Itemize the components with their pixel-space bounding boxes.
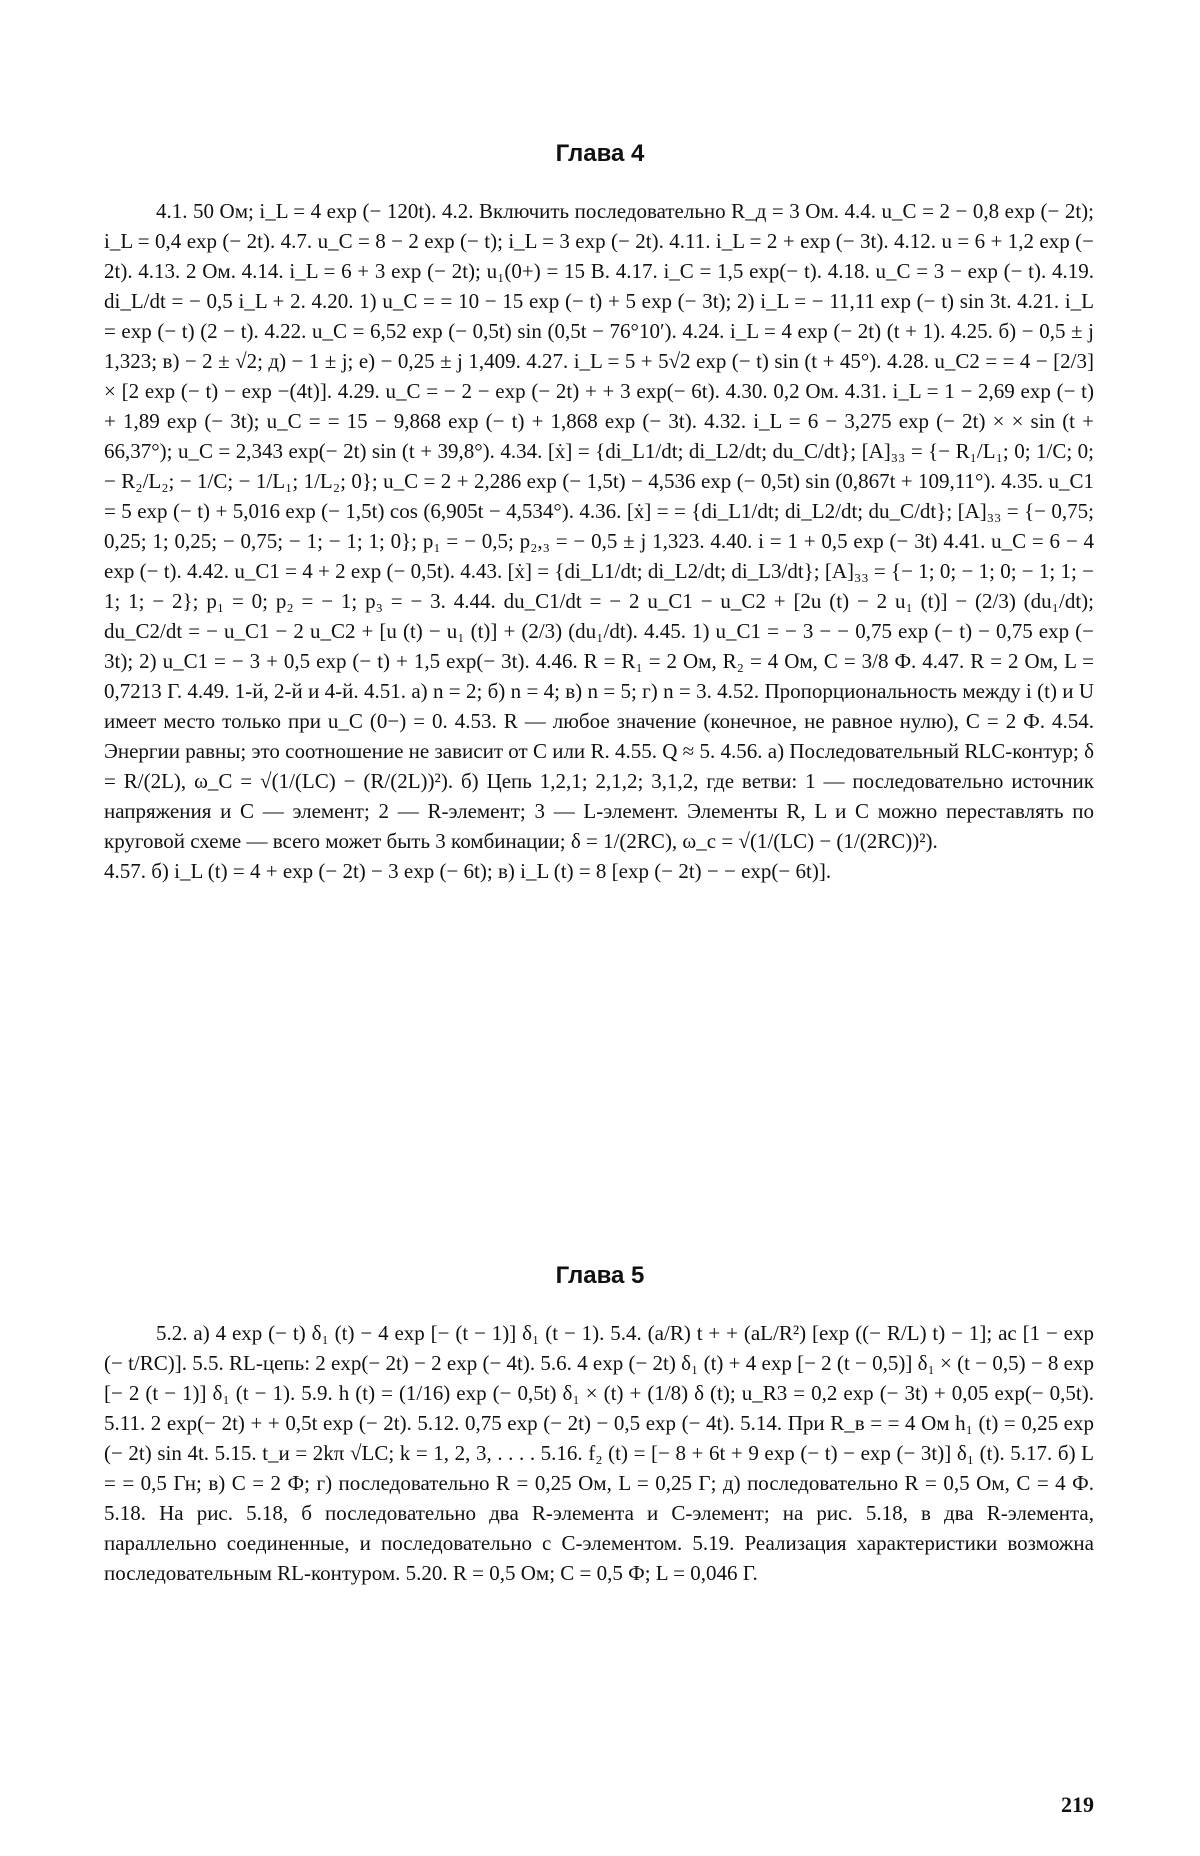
- chapter-4-title: Глава 4: [555, 140, 645, 167]
- chapter-4-answers: [104, 196, 1094, 886]
- chapter-5-title: Глава 5: [555, 1262, 645, 1289]
- chapter-5-paragraph: 5.2. а) 4 exp (− t) δ₁ (t) − 4 exp [− (t − 1)] δ₁ (t − 1). 5.4. (a/R) t + + (aL/R²) [exp ((− R/L) t) − 1]; ac [1 − exp (− t/RC)]. 5.5. RL-цепь: 2 exp(− 2t) − 2 exp (− 4t). 5.6. 4 exp (− 2t) δ₁ (t) + 4 exp [− 2 (t − 0,5)] δ₁ × (t − 0,5) − 8 exp [− 2 (t − 1)] δ₁ (t − 1). 5.9. h (t) = (1/16) exp (− 0,5t) δ₁ × (t) + (1/8) δ (t); u_R3 = 0,2 exp (− 3t) + 0,05 exp(− 0,5t). 5.11. 2 exp(− 2t) + + 0,5t exp (− 2t). 5.12. 0,75 exp (− 2t) − 0,5 exp (− 4t). 5.14. При R_в = = 4 Ом h₁ (t) = 0,25 exp (− 2t) sin 4t. 5.15. t_и = 2kπ √LC; k = 1, 2, 3, . . . . 5.16. f₂ (t) = [− 8 + 6t + 9 exp (− t) − exp (− 3t)] δ₁ (t). 5.17. б) L = = 0,5 Гн; в) C = 2 Ф; г) последовательно R = 0,25 Ом, L = 0,25 Г; д) последовательно R = 0,5 Ом, C = 4 Ф. 5.18. На рис. 5.18, б последовательно два R-элемента и C-элемент; на рис. 5.18, в два R-элемента, параллельно соединенные, и последовательно с C-элементом. 5.19. Реализация характеристики возможна последовательным RL-контуром. 5.20. R = 0,5 Ом; C = 0,5 Ф; L = 0,046 Г.: [104, 1321, 1094, 1585]
- chapter-5-answers: [104, 1318, 1094, 1588]
- chapter-4-paragraph: 4.1. 50 Ом; i_L = 4 exp (− 120t). 4.2. Включить последовательно R_д = 3 Ом. 4.4. u_C = 2 − 0,8 exp (− 2t); i_L = 0,4 exp (− 2t). 4.7. u_C = 8 − 2 exp (− t); i_L = 3 exp (− 2t). 4.11. i_L = 2 + exp (− 3t). 4.12. u = 6 + 1,2 exp (− 2t). 4.13. 2 Ом. 4.14. i_L = 6 + 3 exp (− 2t); u₁(0+) = 15 В. 4.17. i_C = 1,5 exp(− t). 4.18. u_C = 3 − exp (− t). 4.19. di_L/dt = − 0,5 i_L + 2. 4.20. 1) u_C = = 10 − 15 exp (− t) + 5 exp (− 3t); 2) i_L = − 11,11 exp (− t) sin 3t. 4.21. i_L = exp (− t) (2 − t). 4.22. u_C = 6,52 exp (− 0,5t) sin (0,5t − 76°10′). 4.24. i_L = 4 exp (− 2t) (t + 1). 4.25. б) − 0,5 ± j 1,323; в) − 2 ± √2; д) − 1 ± j; е) − 0,25 ± j 1,409. 4.27. i_L = 5 + 5√2 exp (− t) sin (t + 45°). 4.28. u_C2 = = 4 − [2/3] × [2 exp (− t) − exp −(4t)]. 4.29. u_C = − 2 − exp (− 2t) + + 3 exp(− 6t). 4.30. 0,2 Ом. 4.31. i_L = 1 − 2,69 exp (− t) + 1,89 exp (− 3t); u_C = = 15 − 9,868 exp (− t) + 1,868 exp (− 3t). 4.32. i_L = 6 − 3,275 exp (− 2t) × × sin (t + 66,37°); u_C = 2,343 exp(− 2t) sin (t + 39,8°). 4.34. [ẋ] = {di_L1/dt; di_L2/dt; du_C/dt}; [A]₃₃ = {− R₁/L₁; 0; 1/C; 0; − R₂/L₂; − 1/C; − 1/L₁; 1/L₂; 0}; u_C = 2 + 2,286 exp (− 1,5t) − 4,536 exp (− 0,5t) sin (0,867t + 109,11°). 4.35. u_C1 = 5 exp (− t) + 5,016 exp (− 1,5t) cos (6,905t − 4,534°). 4.36. [ẋ] = = {di_L1/dt; di_L2/dt; du_C/dt}; [A]₃₃ = {− 0,75; 0,25; 1; 0,25; − 0,75; − 1; − 1; 1; 0}; p₁ = − 0,5; p₂,₃ = − 0,5 ± j 1,323. 4.40. i = 1 + 0,5 exp (− 3t) 4.41. u_C = 6 − 4 exp (− t). 4.42. u_C1 = 4 + 2 exp (− 0,5t). 4.43. [ẋ] = {di_L1/dt; di_L2/dt; di_L3/dt}; [A]₃₃ = {− 1; 0; − 1; 0; − 1; 1; − 1; 1; − 2}; p₁ = 0; p₂ = − 1; p₃ = − 3. 4.44. du_C1/dt = − 2 u_C1 − u_C2 + [2u (t) − 2 u₁ (t)] − (2/3) (du₁/dt); du_C2/dt = − u_C1 − 2 u_C2 + [u (t) − u₁ (t)] + (2/3) (du₁/dt). 4.45. 1) u_C1 = − 3 − − 0,75 exp (− t) − 0,75 exp (− 3t); 2) u_C1 = − 3 + 0,5 exp (− t) + 1,5 exp(− 3t). 4.46. R = R₁ = 2 Ом, R₂ = 4 Ом, C = 3/8 Ф. 4.47. R = 2 Ом, L = 0,7213 Г. 4.49. 1-й, 2-й и 4-й. 4.51. а) n = 2; б) n = 4; в) n = 5; г) n = 3. 4.52. Пропорциональность между i (t) и U имеет место только при u_C (0−) = 0. 4.53. R — любое значение (конечное, не равное нулю), C = 2 Ф. 4.54. Энергии равны; это соотношение не зависит от C или R. 4.55. Q ≈ 5. 4.56. а) Последовательный RLC-контур; δ = R/(2L), ω_C = √(1/(LC) − (R/(2L))²). б) Цепь 1,2,1; 2,1,2; 3,1,2, где ветви: 1 — последовательно источник напряжения и C — элемент; 2 — R-элемент; 3 — L-элемент. Элементы R, L и C можно переставлять по круговой схеме — всего может быть 3 комбинации; δ = 1/(2RC), ω_c = √(1/(LC) − (1/(2RC))²).: [104, 199, 1094, 853]
- chapter-4-paragraph: 4.57. б) i_L (t) = 4 + exp (− 2t) − 3 exp (− 6t); в) i_L (t) = 8 [exp (− 2t) − − exp(− 6t)].: [104, 859, 832, 883]
- page-number: 219: [1061, 1792, 1094, 1817]
